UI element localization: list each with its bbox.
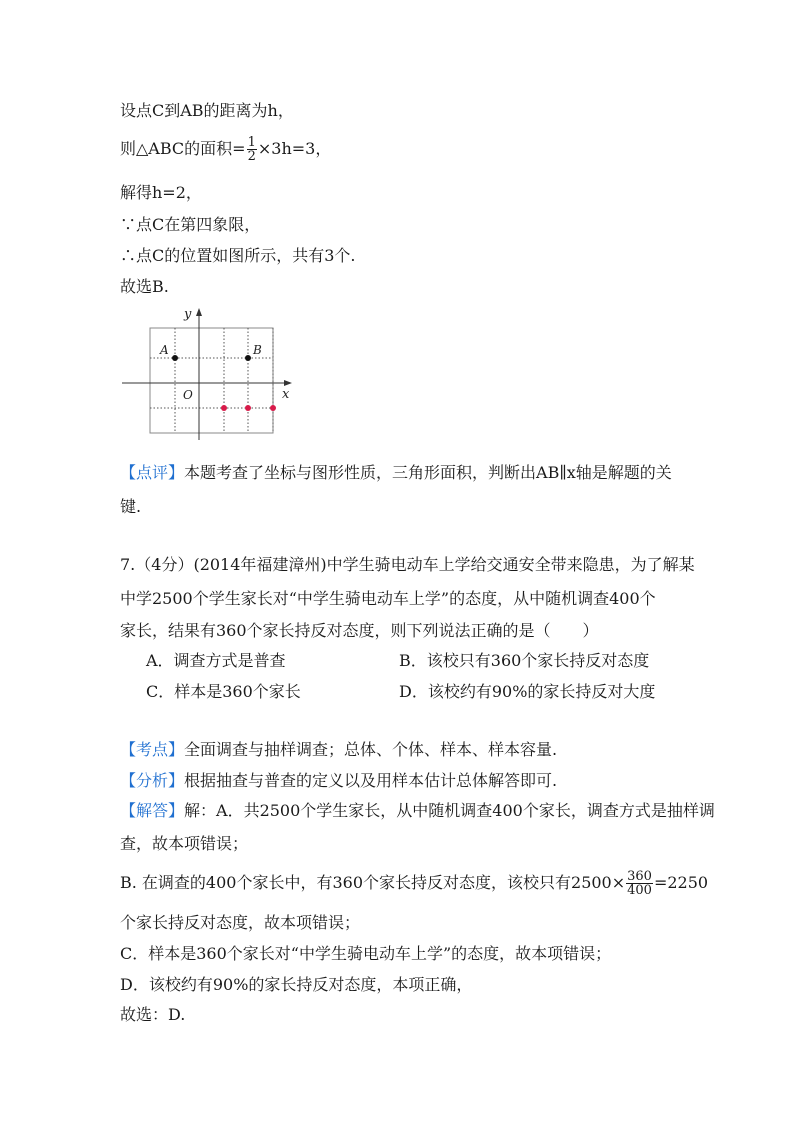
review-tag: 【点评】 [120,463,185,482]
fraction-denominator: 2 [247,149,256,164]
answer-b-line-2: 个家长持反对态度，故本项错误； [120,913,361,932]
answer-b-prefix: B. 在调查的400个家长中，有360个家长持反对态度，该校只有2500× [120,873,626,892]
solution-line-2 [120,136,331,163]
question-line-3: 家长，结果有360个家长持反对态度，则下列说法正确的是（ ） [120,621,599,640]
area-formula-suffix: ×3h=3， [257,139,332,158]
fraction-numerator: 360 [627,869,652,884]
x-axis-arrow-icon [284,380,292,386]
fraction-denominator: 400 [627,883,652,898]
fraction-360-over-400 [626,870,653,897]
point-a-label: A [160,343,169,357]
review-line-2: 键. [120,497,142,516]
fraction-one-half [247,136,257,163]
solution-line-4: ∵点C在第四象限， [120,215,261,234]
answer-c-line: C．样本是360个家长对“中学生骑电动车上学”的态度，故本项错误； [120,944,612,963]
solution-line-5: ∴点C的位置如图所示，共有3个. [120,246,356,265]
fenxi-line [120,770,557,792]
kaodian-tag: 【考点】 [120,740,185,759]
point-c-3 [270,405,276,411]
fenxi-text: 根据抽查与普查的定义以及用样本估计总体解答即可. [184,771,558,790]
point-c-1 [221,405,227,411]
question-line-2: 中学2500个学生家长对“中学生骑电动车上学”的态度，从中随机调查400个 [120,589,656,608]
review-text: 本题考查了坐标与图形性质，三角形面积，判断出AB∥x轴是解题的关 [184,463,672,482]
jieda-line-1 [120,800,715,822]
fenxi-tag: 【分析】 [120,771,185,790]
option-b: B．该校只有360个家长持反对态度 [399,651,650,670]
fraction-numerator: 1 [247,135,256,150]
coordinate-grid-figure [120,306,295,441]
solution-line-6: 故选B. [120,277,169,296]
review-line-1 [120,462,672,484]
question-line-1: 7.（4分）(2014年福建漳州)中学生骑电动车上学给交通安全带来隐患，为了解某 [120,555,695,574]
jieda-line-2: 查，故本项错误； [120,834,249,853]
jieda-tag: 【解答】 [120,801,185,820]
option-d: D．该校约有90%的家长持反对大度 [399,682,656,701]
kaodian-text: 全面调查与抽样调查；总体、个体、样本、样本容量. [184,740,558,759]
y-axis-arrow-icon [196,308,202,316]
answer-b-suffix: =2250 [653,873,709,892]
x-axis-label: x [282,387,290,402]
y-axis-label: y [184,307,192,322]
point-b [245,355,251,361]
option-a: A．调查方式是普查 [146,651,286,670]
final-answer-line: 故选：D. [120,1005,186,1024]
kaodian-line [120,739,557,761]
answer-d-line: D．该校约有90%的家长持反对态度，本项正确， [120,975,473,994]
solution-line-3: 解得h=2， [120,183,202,202]
answer-b-line-1 [120,870,708,897]
option-c: C．样本是360个家长 [146,682,301,701]
jieda-text: 解：A．共2500个学生家长，从中随机调查400个家长，调查方式是抽样调 [184,801,715,820]
area-formula-prefix: 则△ABC的面积= [120,139,246,158]
solution-line-1: 设点C到AB的距离为h， [120,101,294,120]
point-b-label: B [253,343,262,357]
point-c-2 [245,405,251,411]
point-a [172,355,178,361]
origin-label: O [183,388,193,402]
